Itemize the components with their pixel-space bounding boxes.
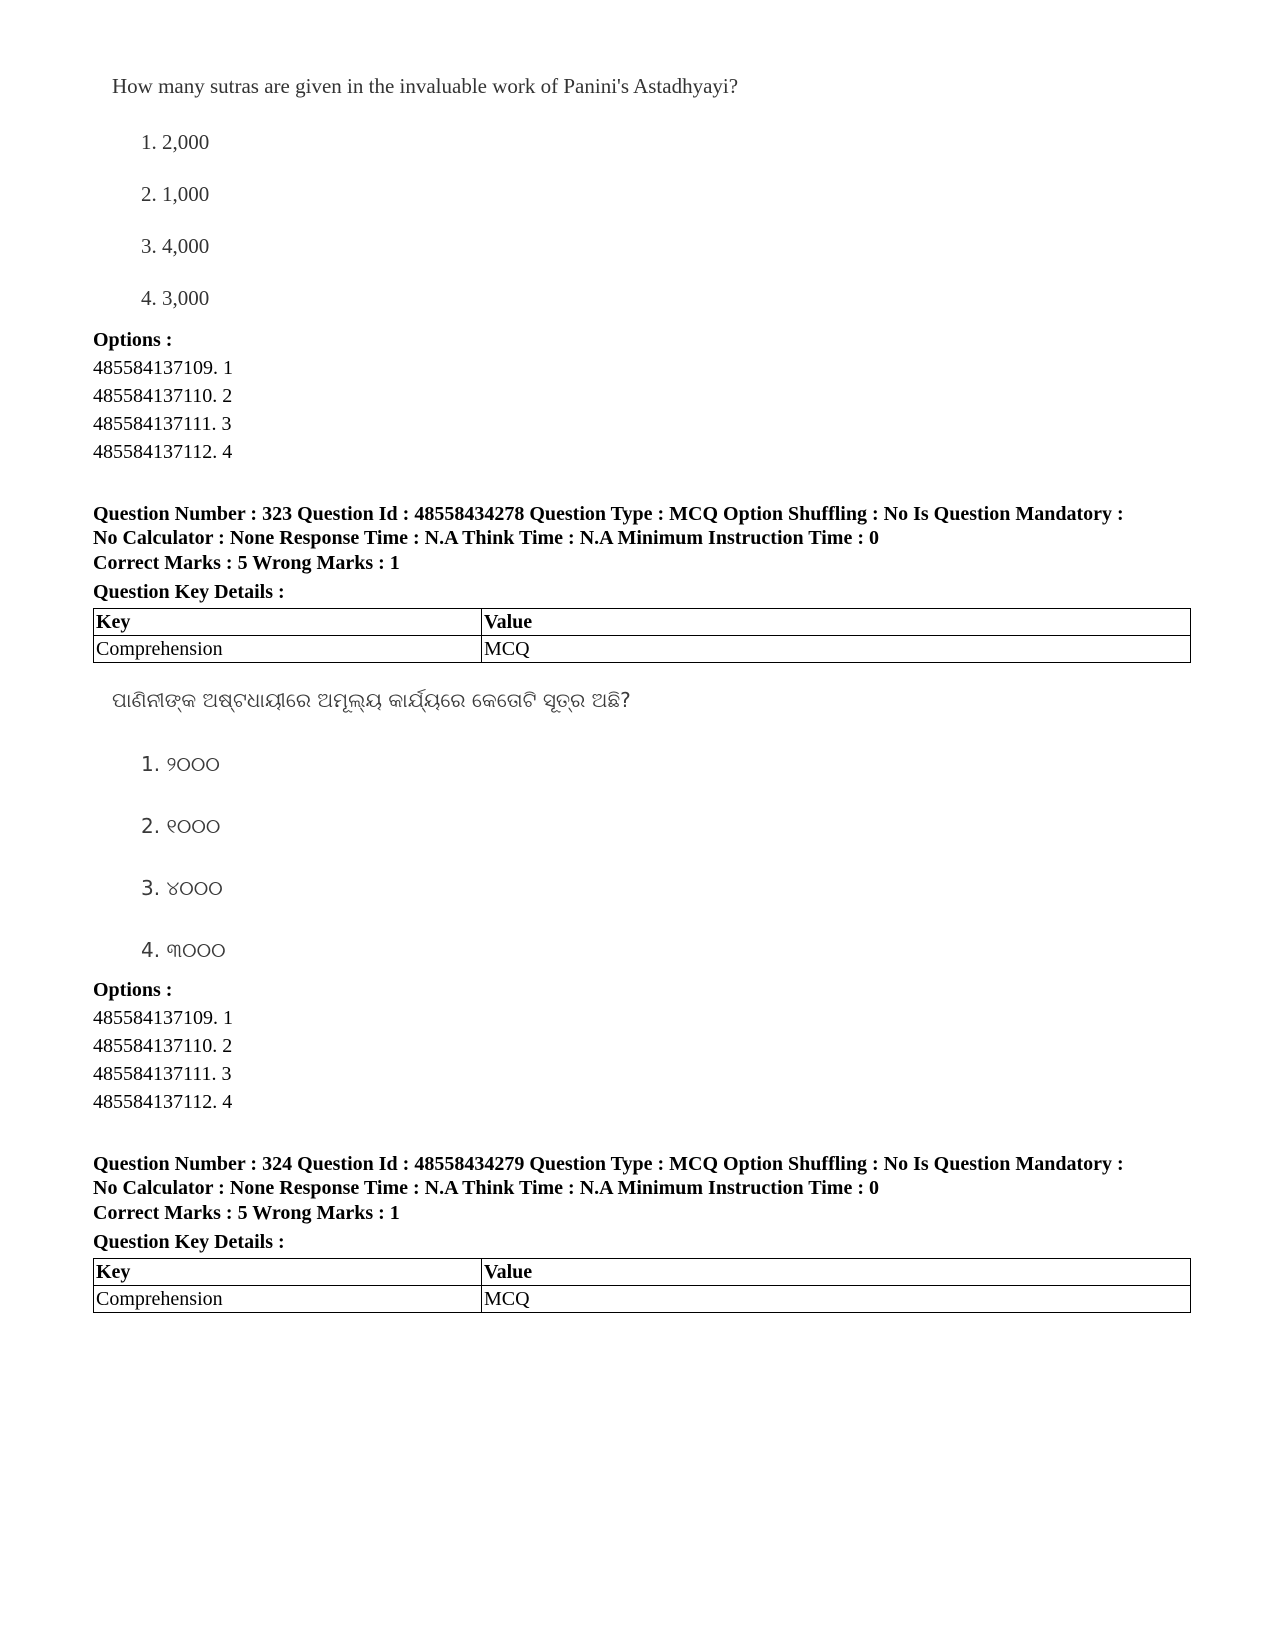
option-id: 485584137112. 4	[93, 1091, 233, 1113]
key-details-label: Question Key Details :	[93, 581, 285, 603]
choice-1: 1. 2,000	[141, 130, 210, 154]
choice-2: 2. ୧୦୦୦	[141, 814, 221, 838]
options-label: Options :	[93, 329, 173, 351]
table-cell-key: Comprehension	[94, 1286, 482, 1313]
option-id: 485584137112. 4	[93, 441, 233, 463]
table-header-key: Key	[94, 1259, 482, 1286]
question-meta-line: Question Number : 323 Question Id : 48558434278 Question Type : MCQ Option Shuffling : No Is Question Mandatory :	[93, 503, 1124, 525]
options-block	[93, 976, 1193, 1116]
table-header-value: Value	[482, 609, 1191, 636]
table-cell-value: MCQ	[482, 636, 1191, 663]
options-label: Options :	[93, 979, 173, 1001]
table-header-key: Key	[94, 609, 482, 636]
question-text-odia: ପାଣିନୀଙ୍କ ଅଷ୍ଟଧାୟୀରେ ଅମୂଲ୍ୟ କାର୍ଯ୍ୟରେ କେତୋଟି ସୂତ୍ର ଅଛି?	[112, 688, 631, 712]
key-details-table	[93, 1258, 1191, 1313]
options-block	[93, 326, 1193, 466]
table-header-value: Value	[482, 1259, 1191, 1286]
table-row	[94, 636, 1191, 663]
question-meta-line: No Calculator : None Response Time : N.A Think Time : N.A Minimum Instruction Time : 0	[93, 527, 879, 549]
choice-2: 2. 1,000	[141, 182, 210, 206]
table-header-row	[94, 1259, 1191, 1286]
question-text-english: How many sutras are given in the invaluable work of Panini's Astadhyayi?	[112, 74, 739, 98]
option-id: 485584137111. 3	[93, 413, 232, 435]
option-id: 485584137110. 2	[93, 385, 233, 407]
table-cell-key: Comprehension	[94, 636, 482, 663]
question-meta	[93, 1152, 1203, 1200]
table-header-row	[94, 609, 1191, 636]
marks-line: Correct Marks : 5 Wrong Marks : 1	[93, 552, 400, 574]
marks-line: Correct Marks : 5 Wrong Marks : 1	[93, 1202, 400, 1224]
choice-4: 4. ୩୦୦୦	[141, 938, 226, 962]
option-id: 485584137110. 2	[93, 1035, 233, 1057]
table-row	[94, 1286, 1191, 1313]
choice-3: 3. ୪୦୦୦	[141, 876, 223, 900]
option-id: 485584137111. 3	[93, 1063, 232, 1085]
key-details-table	[93, 608, 1191, 663]
choice-4: 4. 3,000	[141, 286, 210, 310]
option-id: 485584137109. 1	[93, 357, 233, 379]
question-meta-line: Question Number : 324 Question Id : 48558434279 Question Type : MCQ Option Shuffling : No Is Question Mandatory :	[93, 1153, 1124, 1175]
table-cell-value: MCQ	[482, 1286, 1191, 1313]
key-details-label: Question Key Details :	[93, 1231, 285, 1253]
question-meta	[93, 502, 1203, 550]
option-id: 485584137109. 1	[93, 1007, 233, 1029]
choice-1: 1. ୨୦୦୦	[141, 752, 220, 776]
choice-3: 3. 4,000	[141, 234, 210, 258]
question-meta-line: No Calculator : None Response Time : N.A Think Time : N.A Minimum Instruction Time : 0	[93, 1177, 879, 1199]
